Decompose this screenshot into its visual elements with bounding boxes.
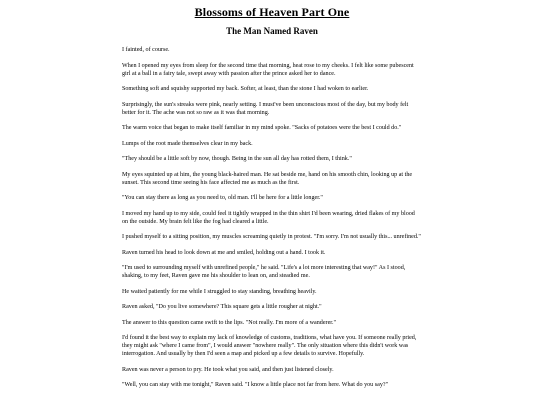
paragraph: Raven was never a person to pry. He took what you said, and then just listened closely. <box>122 366 334 373</box>
document-page <box>122 0 422 397</box>
paragraph: The warm voice that began to make itself familiar in my mind spoke. "Sacks of potatoes were the best I could do." <box>122 125 402 131</box>
paragraph: Surprisingly, the sun's streaks were pink, nearly setting. I must've been unconscious most of the day, but my body felt better for it. The ache was not so raw as it was that morning. <box>122 101 409 116</box>
paragraph: I moved my hand up to my side, could feel it tightly wrapped in the thin shirt I'd been wearing, dried flakes of my blood on the outside. My brain felt like the fog had cleared a little. <box>122 210 415 225</box>
paragraph: My eyes squinted up at him, the young black-haired man. He sat beside me, hand on his smooth chin, looking up at the sunset. This second time seeing his face affected me as much as the first. <box>122 171 413 186</box>
paragraph: Lumps of the root made themselves clear in my back. <box>122 140 253 147</box>
paragraph: "Well, you can stay with me tonight," Raven said. "I know a little place not far from here. What do you say?" <box>122 382 389 388</box>
paragraph: He waited patiently for me while I struggled to stay standing, breathing heavily. <box>122 288 317 295</box>
paragraph: I fainted, of course. <box>122 47 170 53</box>
chapter-title: The Man Named Raven <box>226 26 318 36</box>
paragraph: Raven turned his head to look down at me and smiled, holding out a hand. I took it. <box>122 249 326 256</box>
story-body <box>122 46 422 389</box>
paragraph: The answer to this question came swift to the lips. "Not really. I'm more of a wanderer." <box>122 319 336 326</box>
paragraph: Raven asked, "Do you live somewhere? This square gets a little rougher at night." <box>122 304 322 310</box>
paragraph: When I opened my eyes from sleep for the second time that morning, heat rose to my cheeks. I felt like some pubescent girl at a ball in a fairy tale, swept away with passion after the prince asked her to dance. <box>122 62 414 77</box>
paragraph: "They should be a little soft by now, though. Being in the sun all day has rotted them, I think." <box>122 156 352 162</box>
story-title: Blossoms of Heaven Part One <box>194 5 350 19</box>
paragraph: I'd found it the best way to explain my lack of knowledge of customs, traditions, what have you. If someone really pried, they might ask "where I came from", I would answer "nowhere really". The only situation where this didn't work was interrogation. And usually by then I'd seen a map and picked up a few details to survive. Hopefully. <box>122 335 417 357</box>
paragraph: "You can stay there as long as you need to, old man. I'll be here for a little longer." <box>122 195 323 201</box>
paragraph: Something soft and squishy supported my back. Softer, at least, than the stone I had woken to earlier. <box>122 86 369 92</box>
paragraph: "I'm used to surrounding myself with unrefined people," he said. "Life's a lot more interesting that way!" As I stood, shaking, to my feet, Raven gave me his shoulder to lean on, and steadied me. <box>122 265 406 279</box>
paragraph: I pushed myself to a sitting position, my muscles screaming quietly in protest. "I'm sorry. I'm not usually this... unrefined." <box>122 234 421 240</box>
